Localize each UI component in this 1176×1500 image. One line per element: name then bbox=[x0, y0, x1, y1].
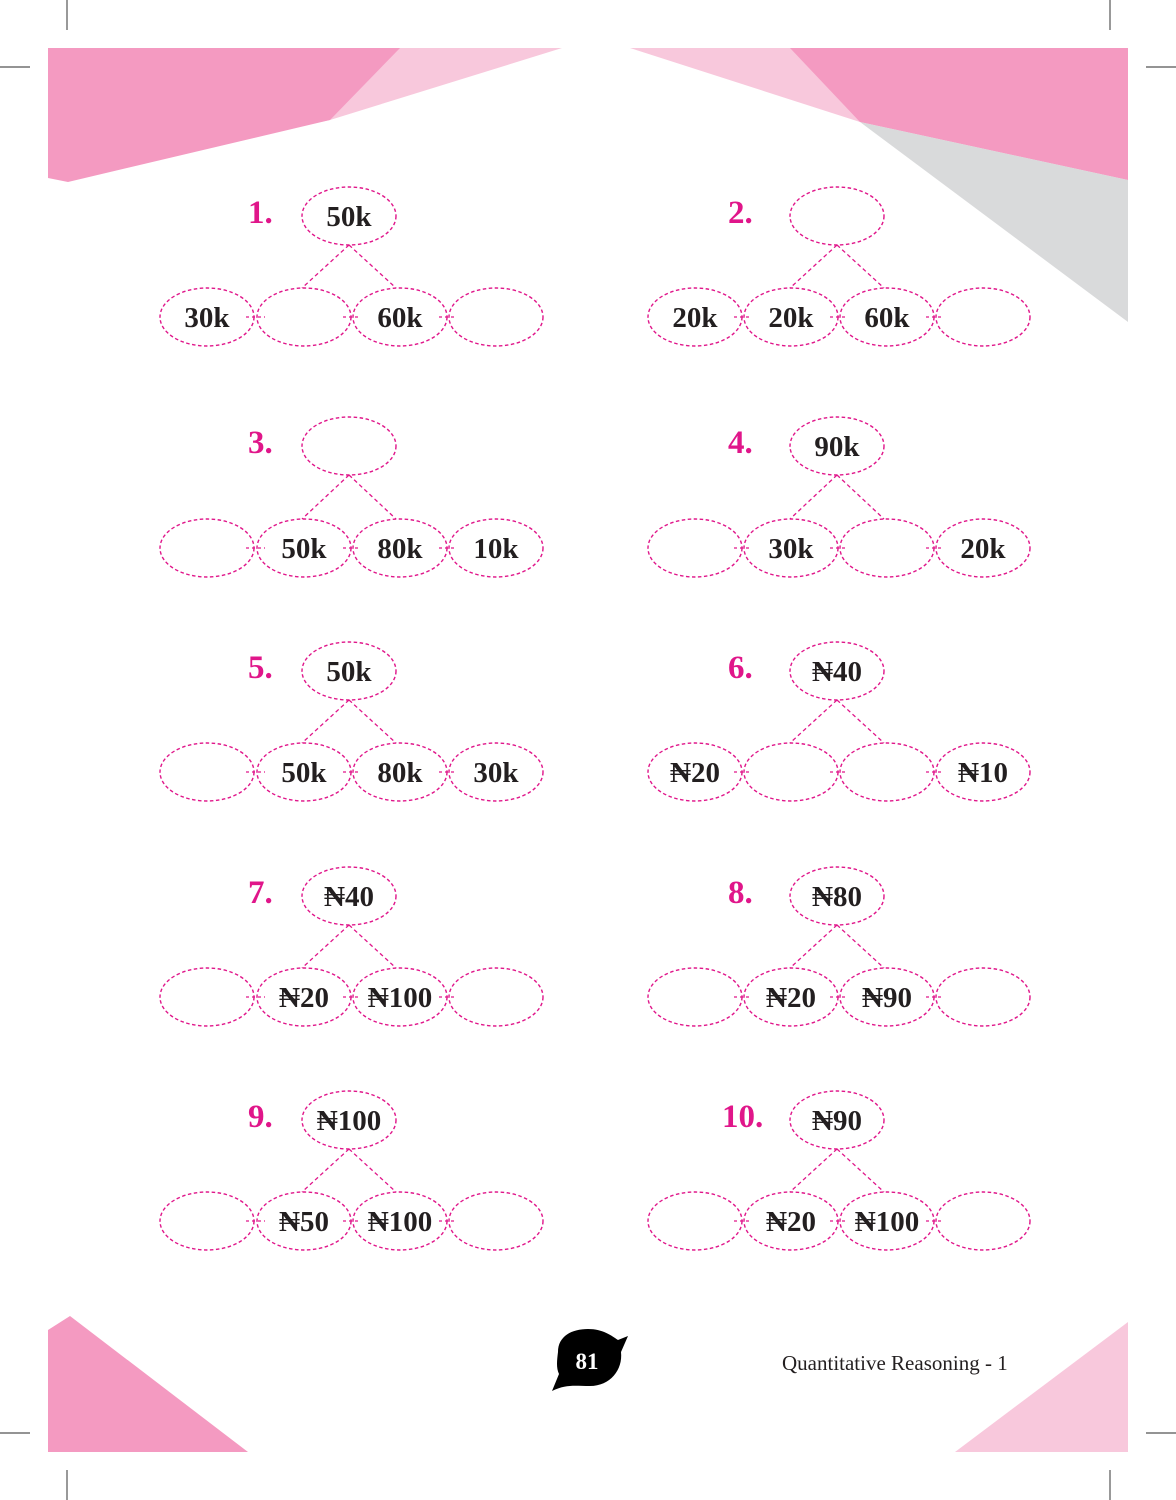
exercise-number: 5. bbox=[248, 650, 273, 686]
connector-line bbox=[790, 925, 837, 968]
bottom-value-3: 80k bbox=[377, 533, 423, 565]
connector-line bbox=[837, 245, 884, 288]
bottom-oval-2 bbox=[257, 288, 351, 346]
connector-line bbox=[302, 925, 349, 968]
connector-line bbox=[837, 925, 884, 968]
exercise-number: 3. bbox=[248, 425, 273, 461]
bottom-value-3: 60k bbox=[377, 302, 423, 334]
connector-line bbox=[349, 245, 396, 288]
connector-line bbox=[302, 475, 349, 519]
bottom-value-2: ₦50 bbox=[279, 1206, 329, 1238]
top-value: 50k bbox=[326, 656, 372, 688]
bottom-oval-3 bbox=[840, 743, 934, 801]
exercise-number: 1. bbox=[248, 195, 273, 231]
bottom-oval-4 bbox=[936, 968, 1030, 1026]
bottom-oval-4 bbox=[449, 968, 543, 1026]
bottom-oval-1 bbox=[648, 968, 742, 1026]
bottom-oval-1 bbox=[160, 519, 254, 577]
bottom-value-2: 50k bbox=[281, 533, 327, 565]
top-oval bbox=[790, 187, 884, 245]
connector-line bbox=[837, 700, 884, 743]
page-number: 81 bbox=[575, 1349, 599, 1374]
top-oval bbox=[302, 417, 396, 475]
top-value: ₦40 bbox=[324, 881, 374, 913]
bottom-oval-4 bbox=[449, 1192, 543, 1250]
bottom-oval-4 bbox=[936, 288, 1030, 346]
exercise-number: 4. bbox=[728, 425, 753, 461]
bottom-value-1: ₦20 bbox=[670, 757, 720, 789]
bottom-value-2: ₦20 bbox=[766, 1206, 816, 1238]
bottom-oval-1 bbox=[648, 519, 742, 577]
top-value: ₦80 bbox=[812, 881, 862, 913]
top-value: ₦90 bbox=[812, 1105, 862, 1137]
top-value: 50k bbox=[326, 201, 372, 233]
bottom-value-3: 80k bbox=[377, 757, 423, 789]
bottom-oval-1 bbox=[160, 1192, 254, 1250]
top-value: ₦40 bbox=[812, 656, 862, 688]
connector-line bbox=[790, 475, 837, 519]
connector-line bbox=[302, 245, 349, 288]
bottom-oval-1 bbox=[648, 1192, 742, 1250]
bottom-value-4: 30k bbox=[473, 757, 519, 789]
bottom-value-2: 50k bbox=[281, 757, 327, 789]
connector-line bbox=[790, 245, 837, 288]
bottom-value-4: 10k bbox=[473, 533, 519, 565]
bottom-value-3: ₦100 bbox=[367, 1206, 433, 1238]
bottom-oval-4 bbox=[449, 288, 543, 346]
bottom-oval-1 bbox=[160, 743, 254, 801]
bottom-value-2: ₦20 bbox=[279, 982, 329, 1014]
connector-line bbox=[349, 925, 396, 968]
bottom-oval-1 bbox=[160, 968, 254, 1026]
connector-line bbox=[837, 475, 884, 519]
connector-line bbox=[349, 700, 396, 743]
bottom-oval-4 bbox=[936, 1192, 1030, 1250]
connector-line bbox=[790, 1149, 837, 1192]
book-title: Quantitative Reasoning - 1 bbox=[782, 1351, 1008, 1375]
connector-line bbox=[302, 700, 349, 743]
exercise-number: 10. bbox=[722, 1099, 764, 1135]
bottom-value-4: 20k bbox=[960, 533, 1006, 565]
top-value: ₦100 bbox=[316, 1105, 382, 1137]
exercise-number: 7. bbox=[248, 875, 273, 911]
connector-line bbox=[349, 475, 396, 519]
connector-line bbox=[349, 1149, 396, 1192]
bottom-oval-3 bbox=[840, 519, 934, 577]
connector-line bbox=[302, 1149, 349, 1192]
bottom-value-2: 30k bbox=[768, 533, 814, 565]
bottom-oval-2 bbox=[744, 743, 838, 801]
exercise-number: 2. bbox=[728, 195, 753, 231]
exercise-number: 9. bbox=[248, 1099, 273, 1135]
bottom-value-3: ₦100 bbox=[367, 982, 433, 1014]
bottom-value-3: ₦100 bbox=[854, 1206, 920, 1238]
bottom-value-1: 30k bbox=[184, 302, 230, 334]
connector-line bbox=[790, 700, 837, 743]
bottom-value-4: ₦10 bbox=[958, 757, 1008, 789]
bottom-value-3: ₦90 bbox=[862, 982, 912, 1014]
bottom-value-1: 20k bbox=[672, 302, 718, 334]
exercise-number: 8. bbox=[728, 875, 753, 911]
connector-line bbox=[837, 1149, 884, 1192]
top-value: 90k bbox=[814, 431, 860, 463]
exercise-number: 6. bbox=[728, 650, 753, 686]
bottom-value-3: 60k bbox=[864, 302, 910, 334]
bottom-value-2: 20k bbox=[768, 302, 814, 334]
bottom-value-2: ₦20 bbox=[766, 982, 816, 1014]
